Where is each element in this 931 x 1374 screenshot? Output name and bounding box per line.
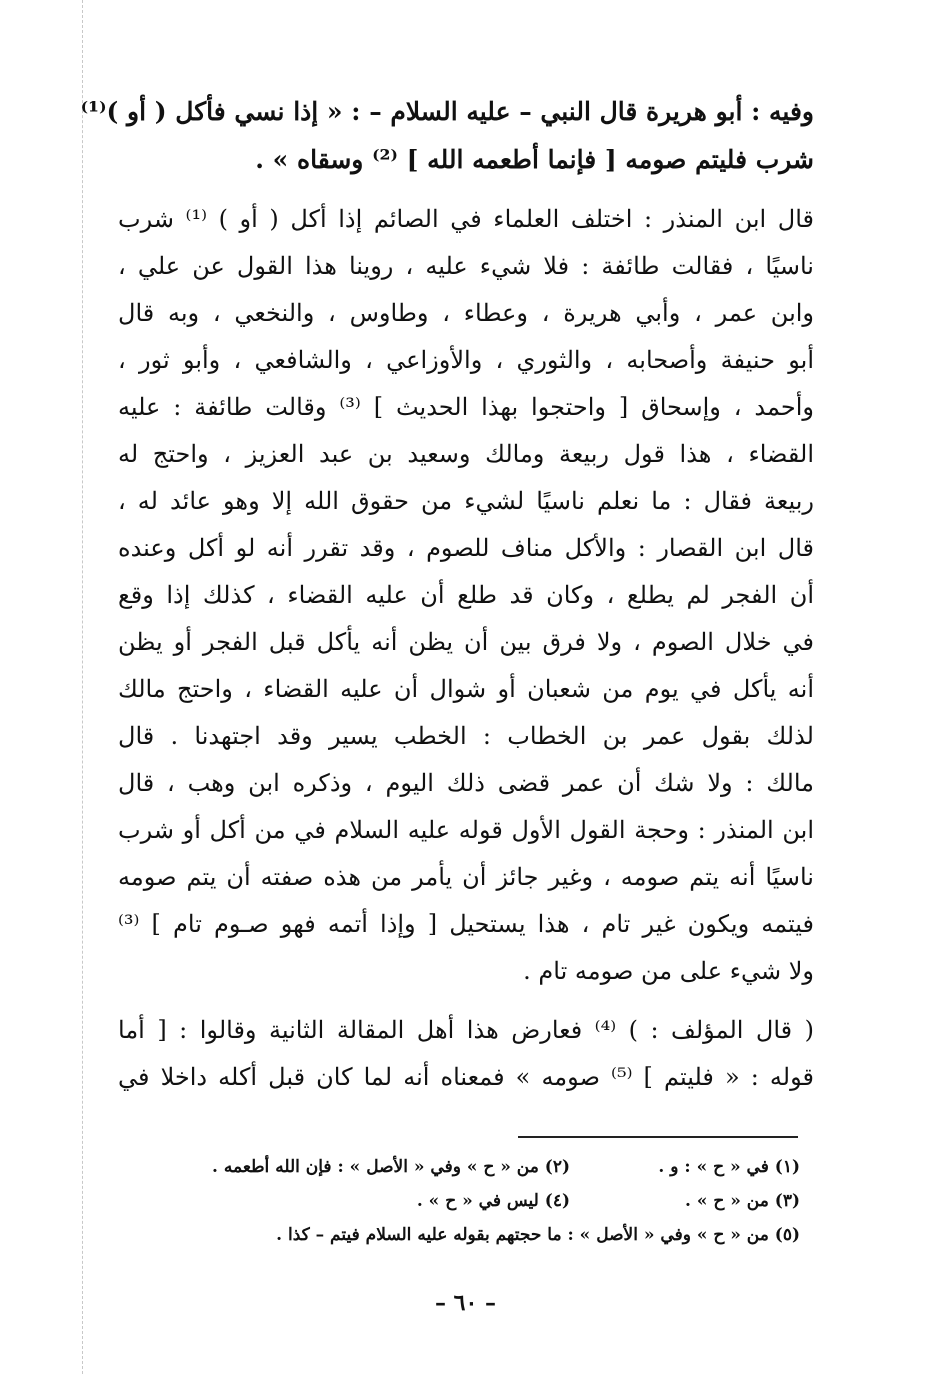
footnote: (٢) من « ح » وفي « الأصل » : فإن الله أطعمه .	[212, 1157, 570, 1177]
text-line: أن الفجر لم يطلع ، وكان قد طلع أن عليه القضاء ، كذلك إذا وقع	[118, 581, 814, 609]
text-line: مالك : ولا شك أن عمر قضى ذلك اليوم ، وذكره ابن وهب ، قال	[118, 769, 814, 797]
text-line: قال ابن القصار : والأكل مناف للصوم ، وقد تقرر أنه لو أكل وعنده	[118, 534, 814, 562]
text-line: وفيه : أبو هريرة قال النبي – عليه السلام – : « إذا نسي فأكل ( أو )⁽¹⁾	[80, 97, 814, 126]
text-line: ربيعة فقال : ما نعلم ناسيًا لشيء من حقوق الله إلا وهو عائد له ،	[118, 487, 814, 515]
text-line: قال ابن المنذر : اختلف العلماء في الصائم إذا أكل ( أو ) ⁽¹⁾ شرب	[118, 205, 815, 233]
text-line: أبو حنيفة وأصحابه ، والثوري ، والأوزاعي ، والشافعي ، وأبو ثور ،	[118, 346, 814, 374]
text-line: ولا شيء على من صومه تام .	[523, 957, 814, 985]
footnote-row	[150, 1218, 800, 1252]
text-line: لذلك بقول عمر بن الخطاب : الخطب يسير وقد اجتهدنا . قال	[118, 722, 814, 750]
main-text	[80, 88, 815, 1113]
text-line: في خلال الصوم ، ولا فرق بين أن يظن أنه يأكل قبل الفجر أو يظن	[118, 628, 814, 656]
text-line: القضاء ، هذا قول ربيعة ومالك وسعيد بن عبد العزيز ، واحتج له	[118, 440, 814, 468]
text-line: ( قال المؤلف : ) ⁽⁴⁾ فعارض هذا أهل المقالة الثانية وقالوا : [ أما	[118, 1016, 815, 1044]
text-line: ناسيًا أنه يتم صومه ، وغير جائز أن يأمر من هذه صفته أن يتم صومه	[118, 863, 814, 891]
text-line: وابن عمر ، وأبي هريرة ، وعطاء ، وطاوس ، والنخعي ، وبه قال	[118, 299, 815, 327]
text-line: شرب فليتم صومه [ فإنما أطعمه الله ] ⁽²⁾ وسقاه » .	[255, 145, 814, 174]
footnote: (٥) من « ح » وفي « الأصل » : ما حجتهم بقوله عليه السلام فيتم – كذا .	[276, 1225, 800, 1245]
footnote: (١) في « ح » : و .	[658, 1157, 800, 1177]
page-number: – ٦٠ –	[435, 1290, 496, 1316]
text-line: قوله : « فليتم ] ⁽⁵⁾ صومه » فمعناه أنه لما كان قبل أكله داخلا في	[118, 1063, 814, 1091]
text-line: ابن المنذر : وحجة القول الأول قوله عليه السلام في من أكل أو شرب	[118, 816, 814, 844]
footnote-row	[150, 1150, 800, 1184]
closing-paragraph	[118, 1007, 814, 1101]
footnote-separator	[518, 1136, 798, 1138]
binding-fold-line	[82, 0, 83, 1374]
footnote: (٣) من « ح » .	[684, 1191, 800, 1211]
footnote: (٤) ليس في « ح » .	[416, 1191, 570, 1211]
text-line: أنه يأكل في يوم من شعبان أو شوال أن عليه القضاء ، واحتج مالك	[118, 675, 814, 703]
text-line: وأحمد ، وإسحاق [ واحتجوا بهذا الحديث ] ⁽³⁾ وقالت طائفة : عليه	[118, 393, 814, 421]
footnote-row	[150, 1184, 800, 1218]
text-line: ناسيًا ، فقالت طائفة : فلا شيء عليه ، روينا هذا القول عن علي ،	[118, 252, 814, 280]
hadith-paragraph	[80, 88, 814, 184]
footnotes	[150, 1150, 800, 1252]
text-line: فيتمه ويكون غير تام ، هذا يستحيل [ وإذا أتمه فهو صـوم تام ] ⁽³⁾	[118, 910, 814, 938]
body-paragraph	[118, 196, 814, 995]
